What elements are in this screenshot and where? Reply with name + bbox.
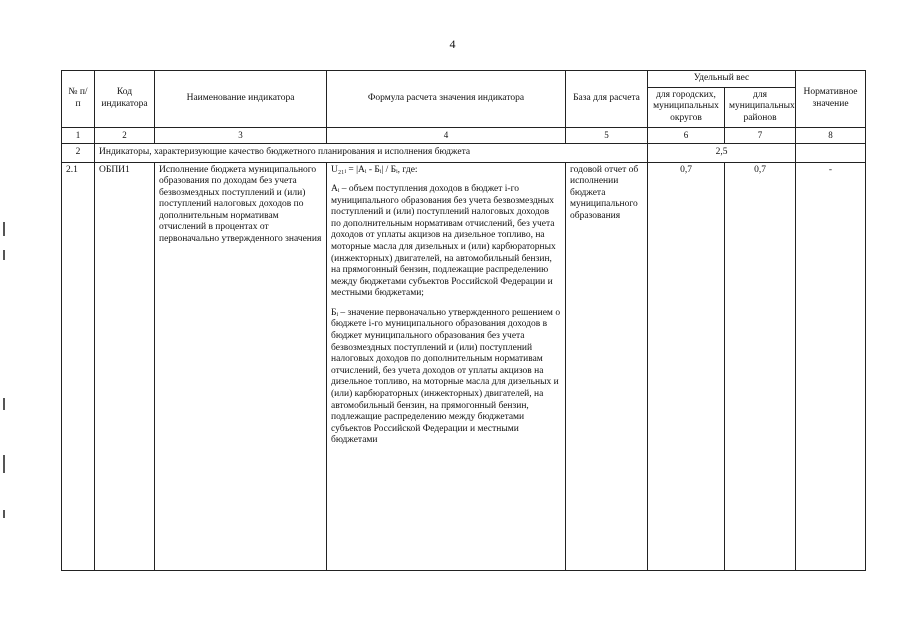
column-number: 1 xyxy=(62,127,95,143)
column-number: 4 xyxy=(327,127,566,143)
row-weight-city: 0,7 xyxy=(648,162,725,570)
header-normative: Нормативное значение xyxy=(796,71,866,128)
column-number: 3 xyxy=(155,127,327,143)
header-code: Код индикатора xyxy=(95,71,155,128)
header-weight-group: Удельный вес xyxy=(648,71,796,88)
a-definition: Аᵢ – объем поступления доходов в бюджет i-го муниципального образования без учета безвозмездных поступлений и (или) поступлений налоговых доходов по дополнительным нормативам отчислений, без учета доходов от уплаты акцизов на дизельное топливо, на моторные масла для дизельных и (или) карбюраторных (инжекторных) двигателей, на автомобильный бензин, на прямогонный бензин, подлежащие распределению между бюджетами субъектов Российской Федерации и местными бюджетами; xyxy=(331,184,556,299)
column-number: 6 xyxy=(648,127,725,143)
column-number: 5 xyxy=(566,127,648,143)
row-normative: - xyxy=(796,162,866,570)
row-base: годовой отчет об исполнении бюджета муниципального образования xyxy=(566,162,648,570)
scan-mark xyxy=(3,250,5,260)
header-weight-city: для городских, муниципальных округов xyxy=(648,87,725,127)
row-code: ОБПИ1 xyxy=(95,162,155,570)
row-number: 2.1 xyxy=(62,162,95,570)
row-name: Исполнение бюджета муниципального образования по доходам без учета безвозмездных поступлений и (или) поступлений налоговых доходов по дополнительным нормативам отчислений в процентах от первоначально утвержденного значения xyxy=(155,162,327,570)
row-weight-district: 0,7 xyxy=(725,162,796,570)
row-formula-cell xyxy=(327,162,566,570)
scan-mark xyxy=(3,510,5,518)
section-weight: 2,5 xyxy=(648,143,796,162)
formula: U₂₁ᵢ = |Аᵢ - Бᵢ| / Бᵢ, где: xyxy=(331,164,418,175)
column-number: 2 xyxy=(95,127,155,143)
header-name: Наименование индикатора xyxy=(155,71,327,128)
section-title: Индикаторы, характеризующие качество бюджетного планирования и исполнения бюджета xyxy=(95,143,648,162)
scan-mark xyxy=(3,222,5,236)
scan-mark xyxy=(3,398,5,410)
column-number: 7 xyxy=(725,127,796,143)
header-number: № п/п xyxy=(62,71,95,128)
header-formula: Формула расчета значения индикатора xyxy=(327,71,566,128)
header-base: База для расчета xyxy=(566,71,648,128)
page-number: 4 xyxy=(449,37,456,51)
indicators-table xyxy=(61,70,866,571)
scan-mark xyxy=(3,455,5,473)
column-number: 8 xyxy=(796,127,866,143)
section-normative-empty xyxy=(796,143,866,162)
header-weight-district: для муниципальных районов xyxy=(725,87,796,127)
section-number: 2 xyxy=(62,143,95,162)
b-definition: Бᵢ – значение первоначально утвержденного решением о бюджете i-го муниципального образования доходов в бюджет муниципального образования без учета безвозмездных поступлений и (или) поступлений налоговых доходов по дополнительным нормативам отчислений, без учета доходов от уплаты акцизов на дизельное топливо, на моторные масла для дизельных и (или) карбюраторных (инжекторных) двигателей, на автомобильный бензин, на прямогонный бензин, подлежащие распределению между бюджетами субъектов Российской Федерации и местными бюджетами xyxy=(331,307,561,446)
